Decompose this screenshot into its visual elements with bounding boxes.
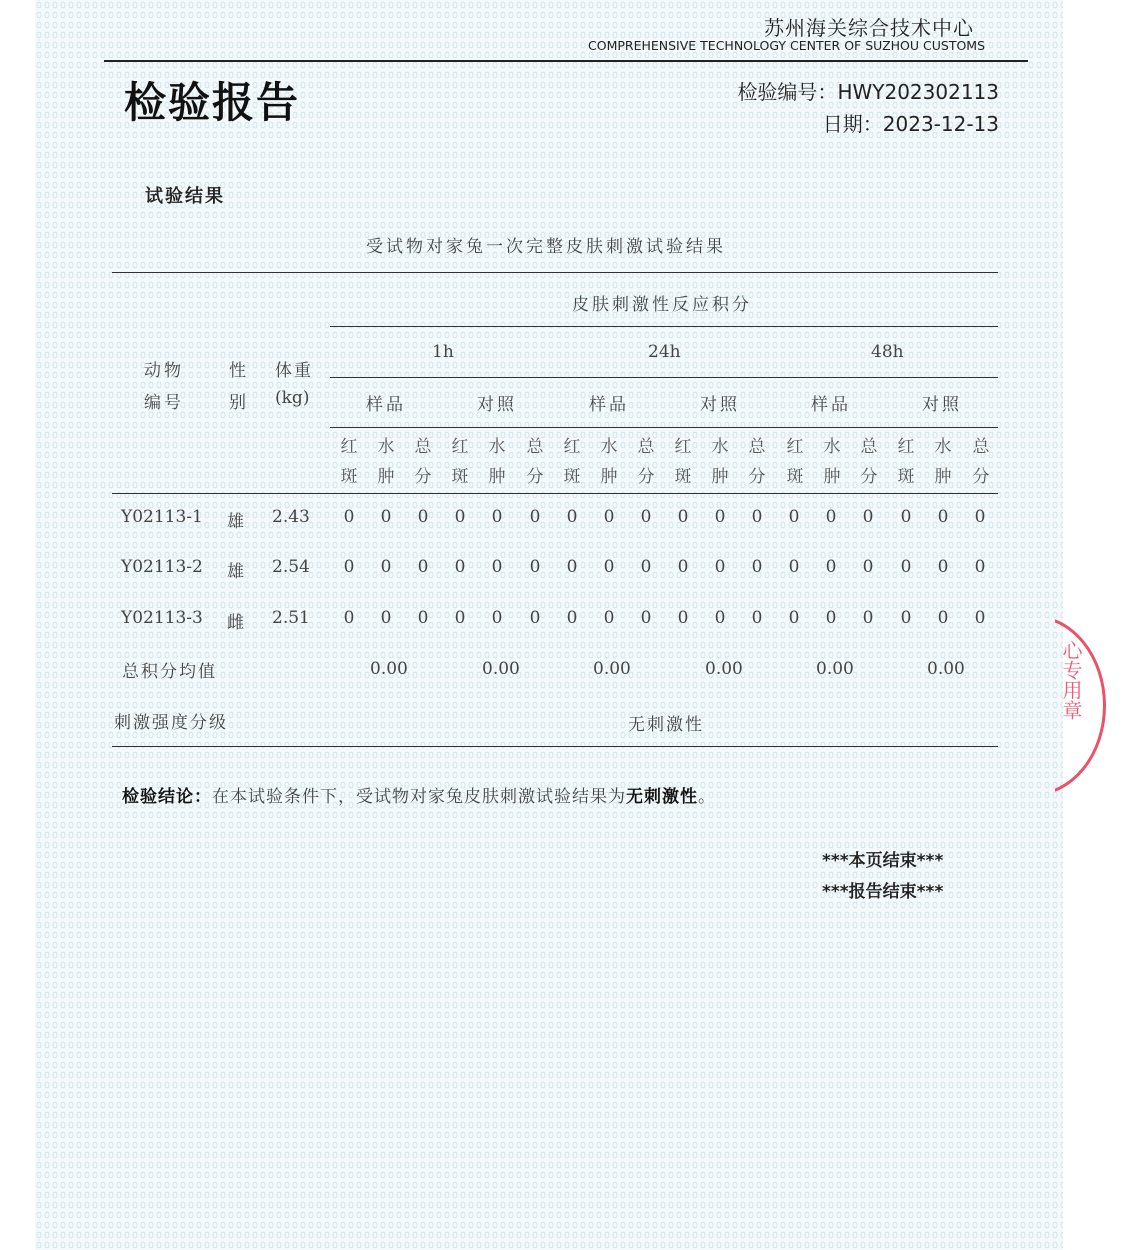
page-end-marker: ***本页结束*** xyxy=(822,851,944,871)
animal-sex: 雄 xyxy=(227,512,244,532)
subcol-header: 红 斑 xyxy=(563,437,581,487)
official-seal-text: 心专用章 xyxy=(1059,640,1083,720)
subcol-header: 总 分 xyxy=(748,437,766,487)
score-cell: 0 xyxy=(491,608,503,628)
subcol-header: 总 分 xyxy=(414,437,432,487)
group-control-24h: 对照 xyxy=(700,395,740,415)
subcol-header: 水 肿 xyxy=(711,437,729,487)
page-title: 检验报告 xyxy=(124,78,301,127)
score-cell: 0 xyxy=(900,507,912,527)
conclusion-text: 在本试验条件下，受试物对家兔皮肤刺激试验结果为 xyxy=(212,787,626,807)
subcol-header: 红 斑 xyxy=(786,437,804,487)
score-cell: 0 xyxy=(788,507,800,527)
col-animal-line1: 动物 xyxy=(144,361,184,381)
section-title: 试验结果 xyxy=(145,186,225,207)
score-cell: 0 xyxy=(454,507,466,527)
score-cell: 0 xyxy=(603,507,615,527)
animal-id: Y02113-2 xyxy=(121,557,203,577)
score-cell: 0 xyxy=(974,557,986,577)
score-cell: 0 xyxy=(343,507,355,527)
col-weight-line1: 体重 xyxy=(275,361,313,381)
timepoint-rule xyxy=(330,377,998,378)
animal-weight: 2.51 xyxy=(272,608,310,628)
organization-name-cn: 苏州海关综合技术中心 xyxy=(764,16,974,40)
group-sample-1h: 样品 xyxy=(366,395,406,415)
score-cell: 0 xyxy=(900,557,912,577)
score-cell: 0 xyxy=(677,608,689,628)
conclusion-result: 无刺激性 xyxy=(626,787,698,807)
animal-id: Y02113-3 xyxy=(121,608,203,628)
score-cell: 0 xyxy=(714,557,726,577)
score-cell: 0 xyxy=(529,557,541,577)
score-cell: 0 xyxy=(788,608,800,628)
report-date-label: 日期： xyxy=(822,112,883,136)
score-cell: 0 xyxy=(529,608,541,628)
grade-label: 刺激强度分级 xyxy=(114,713,228,733)
group-header: 皮肤刺激性反应积分 xyxy=(572,295,752,315)
conclusion-label: 检验结论： xyxy=(122,787,212,807)
animal-sex: 雄 xyxy=(227,562,244,582)
animal-id: Y02113-1 xyxy=(121,507,203,527)
score-cell: 0 xyxy=(937,608,949,628)
group-rule xyxy=(330,427,998,428)
report-end-marker: ***报告结束*** xyxy=(822,882,944,902)
score-cell: 0 xyxy=(751,608,763,628)
animal-weight: 2.43 xyxy=(272,507,310,527)
col-sex-line2: 别 xyxy=(229,393,246,413)
score-cell: 0 xyxy=(677,507,689,527)
score-cell: 0 xyxy=(417,608,429,628)
mean-value: 0.00 xyxy=(705,659,743,679)
score-cell: 0 xyxy=(862,557,874,577)
subcol-header: 水 肿 xyxy=(377,437,395,487)
score-cell: 0 xyxy=(380,608,392,628)
subcol-header: 总 分 xyxy=(972,437,990,487)
report-date-value: 2023-12-13 xyxy=(882,112,999,136)
subcol-header: 红 斑 xyxy=(674,437,692,487)
score-cell: 0 xyxy=(380,557,392,577)
score-cell: 0 xyxy=(491,507,503,527)
header-bottom-rule xyxy=(112,493,998,494)
subcol-header: 水 肿 xyxy=(488,437,506,487)
mean-value: 0.00 xyxy=(593,659,631,679)
mean-value: 0.00 xyxy=(927,659,965,679)
score-cell: 0 xyxy=(825,608,837,628)
subcol-header: 红 斑 xyxy=(340,437,358,487)
score-cell: 0 xyxy=(900,608,912,628)
score-cell: 0 xyxy=(380,507,392,527)
group-sample-48h: 样品 xyxy=(811,395,851,415)
score-cell: 0 xyxy=(603,557,615,577)
score-cell: 0 xyxy=(862,507,874,527)
animal-sex: 雌 xyxy=(227,613,244,633)
score-cell: 0 xyxy=(825,557,837,577)
score-cell: 0 xyxy=(677,557,689,577)
grade-value: 无刺激性 xyxy=(628,715,704,735)
header-divider xyxy=(104,60,1028,62)
score-cell: 0 xyxy=(491,557,503,577)
subcol-header: 总 分 xyxy=(526,437,544,487)
subcol-header: 红 斑 xyxy=(451,437,469,487)
score-cell: 0 xyxy=(640,557,652,577)
score-cell: 0 xyxy=(825,507,837,527)
report-number-value: HWY202302113 xyxy=(837,80,999,104)
score-cell: 0 xyxy=(714,608,726,628)
score-cell: 0 xyxy=(454,557,466,577)
group-sample-24h: 样品 xyxy=(589,395,629,415)
timepoint-1h: 1h xyxy=(432,342,454,362)
score-cell: 0 xyxy=(417,507,429,527)
mean-label: 总积分均值 xyxy=(122,662,217,682)
report-date xyxy=(823,108,999,137)
conclusion-end: 。 xyxy=(698,787,716,807)
score-cell: 0 xyxy=(640,608,652,628)
col-sex-line1: 性 xyxy=(229,361,246,381)
timepoint-24h: 24h xyxy=(648,342,681,362)
group-header-rule xyxy=(330,326,998,327)
mean-value: 0.00 xyxy=(816,659,854,679)
organization-name-en: COMPREHENSIVE TECHNOLOGY CENTER OF SUZHOU CUSTOMS xyxy=(588,38,986,53)
score-cell: 0 xyxy=(862,608,874,628)
score-cell: 0 xyxy=(566,507,578,527)
subcol-header: 水 肿 xyxy=(600,437,618,487)
group-control-1h: 对照 xyxy=(477,395,517,415)
score-cell: 0 xyxy=(974,608,986,628)
conclusion xyxy=(122,782,716,807)
score-cell: 0 xyxy=(343,608,355,628)
score-cell: 0 xyxy=(714,507,726,527)
score-cell: 0 xyxy=(937,507,949,527)
col-animal-line2: 编号 xyxy=(144,393,184,413)
subcol-header: 红 斑 xyxy=(897,437,915,487)
subcol-header: 水 肿 xyxy=(823,437,841,487)
score-cell: 0 xyxy=(529,507,541,527)
animal-weight: 2.54 xyxy=(272,557,310,577)
col-weight-line2: (kg) xyxy=(275,388,310,408)
score-cell: 0 xyxy=(603,608,615,628)
table-bottom-rule xyxy=(112,746,998,747)
table-top-rule xyxy=(112,272,998,273)
score-cell: 0 xyxy=(417,557,429,577)
report-number xyxy=(737,76,999,105)
score-cell: 0 xyxy=(974,507,986,527)
score-cell: 0 xyxy=(751,557,763,577)
score-cell: 0 xyxy=(566,608,578,628)
score-cell: 0 xyxy=(640,507,652,527)
report-number-label: 检验编号： xyxy=(737,80,838,104)
group-control-48h: 对照 xyxy=(922,395,962,415)
score-cell: 0 xyxy=(566,557,578,577)
mean-value: 0.00 xyxy=(482,659,520,679)
subcol-header: 水 肿 xyxy=(934,437,952,487)
subcol-header: 总 分 xyxy=(637,437,655,487)
subcol-header: 总 分 xyxy=(860,437,878,487)
score-cell: 0 xyxy=(751,507,763,527)
mean-value: 0.00 xyxy=(370,659,408,679)
score-cell: 0 xyxy=(454,608,466,628)
score-cell: 0 xyxy=(937,557,949,577)
table-caption: 受试物对家兔一次完整皮肤刺激试验结果 xyxy=(366,237,726,257)
score-cell: 0 xyxy=(343,557,355,577)
score-cell: 0 xyxy=(788,557,800,577)
timepoint-48h: 48h xyxy=(871,342,904,362)
